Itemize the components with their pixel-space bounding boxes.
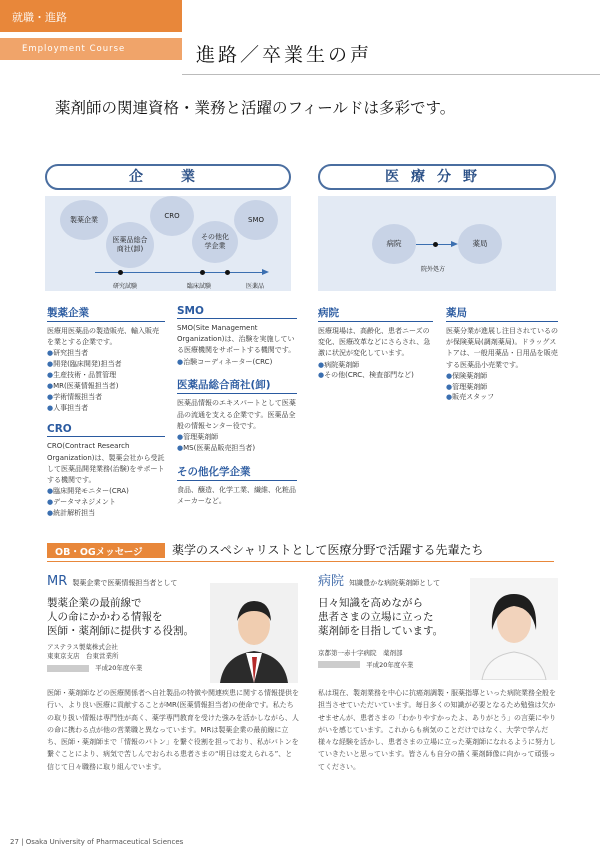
node-pharmacy: 薬局 bbox=[458, 224, 502, 264]
list-item: ●管理薬剤師 bbox=[446, 382, 488, 391]
timeline-arrow-icon bbox=[262, 269, 269, 275]
flow-arrow-icon bbox=[451, 241, 458, 247]
timeline-label-clinical: 臨床試験 bbox=[187, 283, 212, 290]
section-tag: 就職・進路 bbox=[0, 0, 182, 32]
flow-label: 院外処方 bbox=[421, 266, 446, 273]
english-subtitle: Employment Course bbox=[0, 38, 182, 60]
section-desc-cro: CRO(Contract Research Organization)は、製薬会社から受託して医薬品開発業務(治験)をサポートする機関です。 bbox=[47, 442, 165, 484]
list-item: ●研究担当者 bbox=[47, 349, 89, 358]
og-message-title: 薬学のスペシャリストとして医療分野で活躍する先輩たち bbox=[172, 543, 484, 557]
person1-headline: 人の命にかかわる情報を bbox=[47, 611, 163, 624]
section-title-smo: SMO bbox=[177, 305, 297, 319]
redacted-name bbox=[47, 665, 89, 672]
section-title-byoin: 病院 bbox=[318, 305, 433, 322]
person2-name: 病院 bbox=[318, 574, 345, 589]
timeline-dot bbox=[200, 270, 205, 275]
person2-photo bbox=[470, 578, 558, 680]
list-item: ●データマネジメント bbox=[47, 498, 116, 507]
list-item: ●販売スタッフ bbox=[446, 393, 495, 402]
person1-company: アステラス製薬株式会社 bbox=[47, 642, 118, 651]
section-title-seiyaku: 製薬企業 bbox=[47, 305, 165, 322]
section-desc-yakkyoku: 医薬分業が進展し注目されているのが保険薬局(調剤薬局)。ドラッグストアは、一般用薬品・日用品を販売する医薬品小売業です。 bbox=[446, 327, 558, 369]
medical-heading: 医療分野 bbox=[318, 164, 556, 190]
circle-cro: CRO bbox=[150, 196, 194, 236]
list-item: ●管理薬剤師 bbox=[177, 432, 219, 441]
timeline-dot bbox=[225, 270, 230, 275]
list-item: ●MR(医薬情報担当者) bbox=[47, 381, 119, 390]
list-item: ●学術情報担当者 bbox=[47, 392, 103, 401]
section-desc-byoin: 医療現場は、高齢化、患者ニーズの変化、医療改革などにさらされ、急激に状況が変化しています。 bbox=[318, 327, 431, 358]
circle-kagaku: その他化学企業 bbox=[192, 221, 238, 263]
person1-photo bbox=[210, 583, 298, 683]
person1-role: 製薬企業で医薬情報担当者として bbox=[72, 579, 178, 587]
section-title-cro: CRO bbox=[47, 423, 165, 437]
circle-oroshi: 医薬品総合商社(卸) bbox=[106, 222, 154, 268]
list-item: ●治験コーディネーター(CRC) bbox=[177, 357, 273, 366]
page-footer: 27 | Osaka University of Pharmaceutical Sciences bbox=[10, 838, 184, 846]
list-item: ●開発(臨床開発)担当者 bbox=[47, 360, 122, 369]
person2-role: 知識豊かな病院薬剤師として bbox=[349, 579, 441, 587]
list-item: ●保険薬剤師 bbox=[446, 371, 488, 380]
list-item: ●臨床開発モニター(CRA) bbox=[47, 487, 129, 496]
person1-branch: 東東京支店 台東営業所 bbox=[47, 651, 119, 660]
title-divider bbox=[182, 74, 600, 75]
og-message-badge: OB・OGメッセージ bbox=[47, 543, 165, 558]
section-desc-oroshi: 医薬品情報のエキスパートとして医薬品の流通を支える企業です。医薬品全般の情報センター役です。 bbox=[177, 399, 296, 430]
person1-headline: 医師・薬剤師に提供する役割。 bbox=[47, 625, 194, 638]
timeline-label-drug: 医薬品 bbox=[246, 283, 265, 290]
person2-headline: 日々知識を高めながら bbox=[318, 597, 423, 609]
person1-headline: 製薬企業の最前線で bbox=[47, 597, 142, 609]
circle-smo: SMO bbox=[234, 200, 278, 240]
list-item: ●統計解析担当 bbox=[47, 508, 96, 517]
page-title: 進路／卒業生の声 bbox=[196, 44, 373, 66]
circle-seiyaku: 製薬企業 bbox=[60, 200, 108, 240]
list-item: ●病院薬剤師 bbox=[318, 360, 360, 369]
person1-name: MR bbox=[47, 574, 68, 589]
section-desc-smo: SMO(Site Management Organization)は、治験を実施している医療機関をサポートする機関です。 bbox=[177, 324, 296, 355]
flow-dot bbox=[433, 242, 438, 247]
list-item: ●MS(医薬品販売担当者) bbox=[177, 443, 256, 452]
section-desc-seiyaku: 医療用医薬品の製造販売、輸入販売を業とする企業です。 bbox=[47, 327, 159, 347]
list-item: ●その他(CRC、検査部門など) bbox=[318, 371, 414, 380]
person1-quote: 医師・薬剤師などの医療関係者へ自社製品の特徴や関連疾患に関する情報提供を行い、より良い医療に貢献することがMR(医薬情報担当者)の使命です。私たちの取り扱い情報は専門性が高く、薬学専門教育を受けた強みを活かしながら、人の命に携わる点が他の営業職と異なっています。MRは製薬企業の最前線に立ち、医師・薬剤師まで「情報のバトン」を繋ぐ役割を担っており、私がバトンを繋ぐことにより、病気で苦しんでおられる患者さまの“明日は変えられる”、と信じて日々職務に取り組んでいます。 bbox=[47, 689, 299, 771]
timeline-dot bbox=[118, 270, 123, 275]
section-title-yakkyoku: 薬局 bbox=[446, 305, 558, 322]
person2-headline: 薬剤師を目指しています。 bbox=[318, 625, 444, 638]
section-title-kagaku: その他化学企業 bbox=[177, 464, 297, 481]
list-item: ●生産技術・品質管理 bbox=[47, 371, 117, 380]
section-title-oroshi: 医薬品総合商社(卸) bbox=[177, 377, 297, 394]
person2-quote: 私は現在、製剤業務を中心に抗癌剤調製・服薬指導といった病院業務全般を担当させていただいています。毎日多くの知識が必要となるため勉強は欠かせませんが、患者さまの「わかりやすかったよ、ありがとう」の言葉にやりがいを感じています。これからも病気のことだけではなく、大学で学んだ様々な経験を活かし、患者さまの立場に立った薬剤師になれるように努力していきたいと思っています。皆さんも自分の描く薬剤師像に向かって頑張ってください。 bbox=[318, 689, 556, 771]
person2-grad: 平成20年度卒業 bbox=[366, 660, 414, 669]
node-hospital: 病院 bbox=[372, 224, 416, 264]
person2-company: 京都第一赤十字病院 薬剤部 bbox=[318, 648, 403, 657]
redacted-name bbox=[318, 661, 360, 668]
og-divider bbox=[47, 561, 554, 562]
lead-text: 薬剤師の関連資格・業務と活躍のフィールドは多彩です。 bbox=[55, 99, 456, 117]
person1-grad: 平成20年度卒業 bbox=[95, 664, 143, 673]
company-heading: 企 業 bbox=[45, 164, 291, 190]
section-desc-kagaku: 食品、醸造、化学工業、繊維、化粧品メーカーなど。 bbox=[177, 485, 296, 505]
person2-headline: 患者さまの立場に立った bbox=[318, 611, 434, 624]
list-item: ●人事担当者 bbox=[47, 403, 89, 412]
timeline-label-research: 研究試験 bbox=[113, 283, 138, 290]
